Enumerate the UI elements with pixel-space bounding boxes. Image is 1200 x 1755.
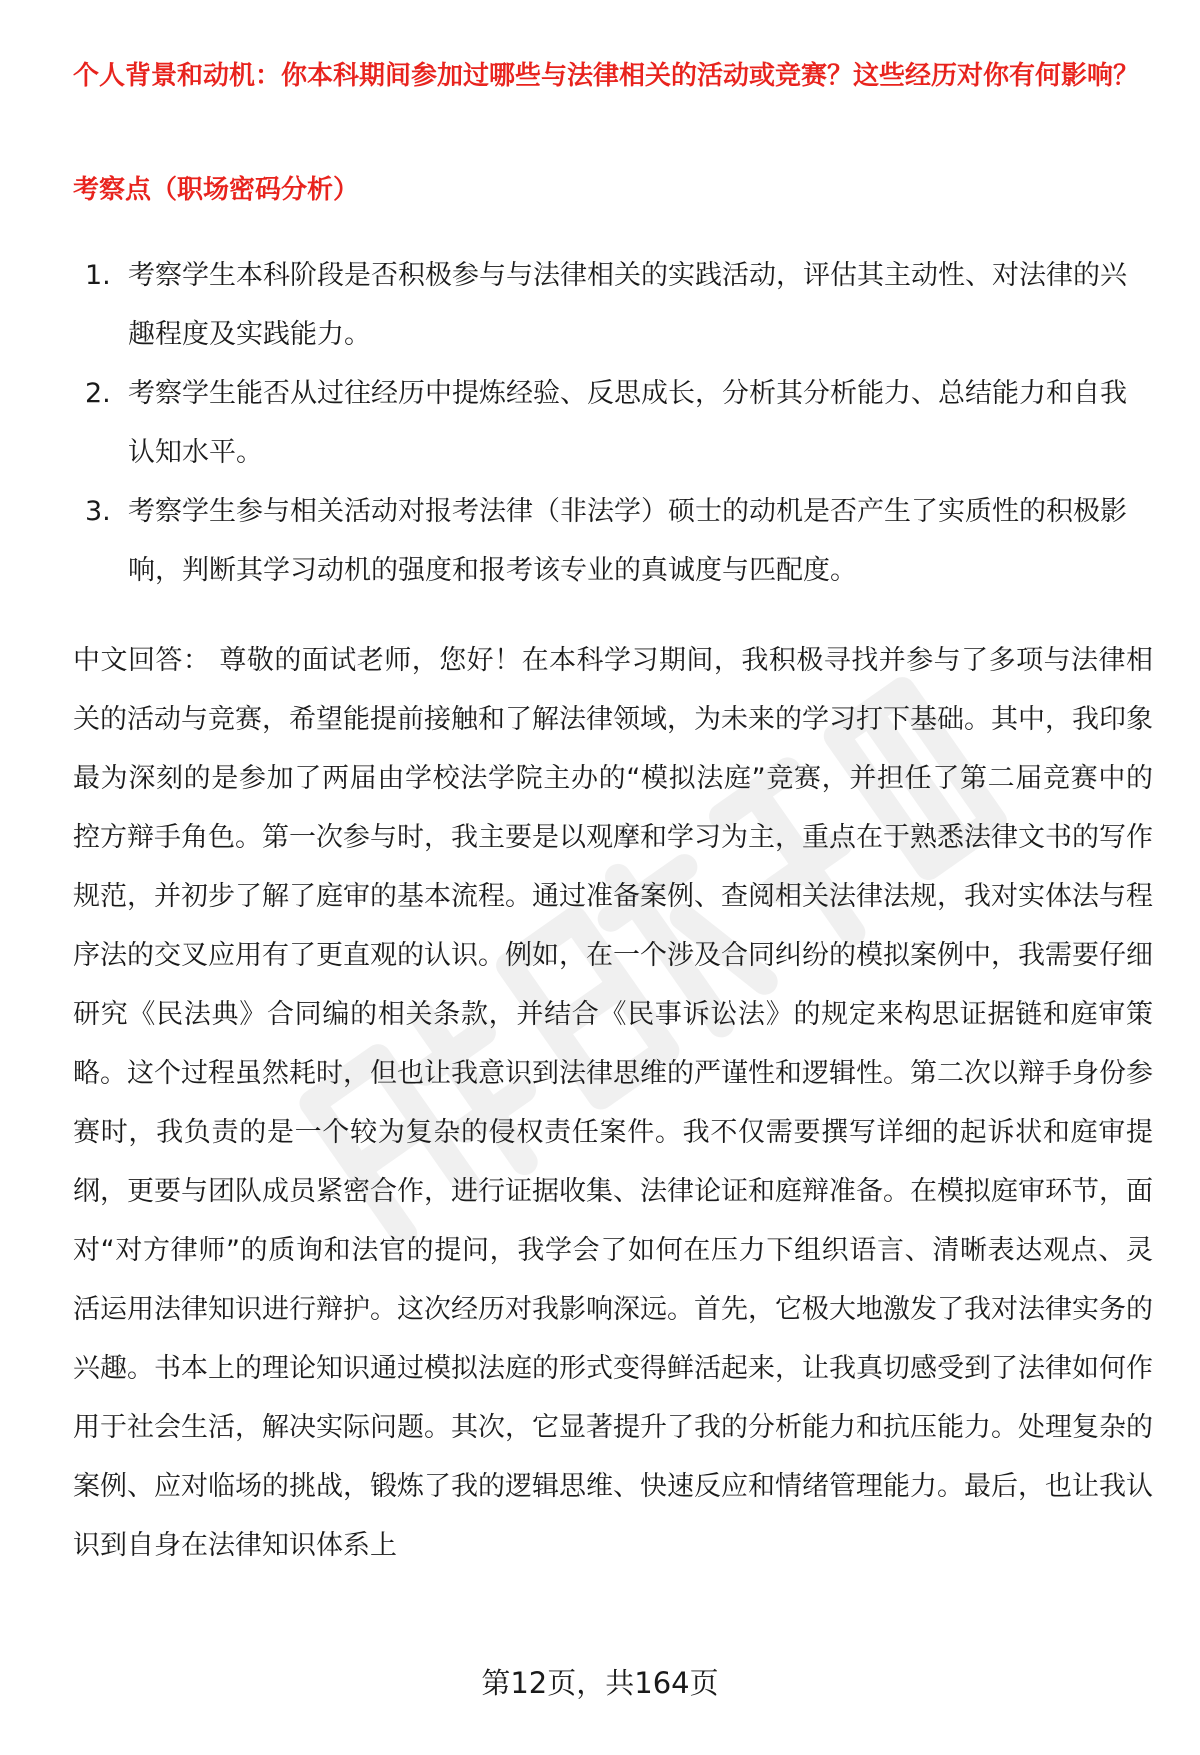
list-number: 2. [85,378,111,409]
list-item [73,246,1143,364]
list-text: 考察学生能否从过往经历中提炼经验、反思成长，分析其分析能力、总结能力和自我认知水平。 [128,378,1127,468]
list-text: 考察学生参与相关活动对报考法律（非法学）硕士的动机是否产生了实质性的积极影响，判断其学习动机的强度和报考该专业的真诚度与匹配度。 [128,496,1127,586]
list-item [73,482,1143,600]
list-number: 3. [85,496,111,527]
evaluation-points-list [73,246,1143,600]
list-item [73,364,1143,482]
page-number: 第12页，共164页 [481,1666,719,1700]
section-title: 考察点（职场密码分析） [73,175,360,205]
question-heading: 个人背景和动机：你本科期间参加过哪些与法律相关的活动或竞赛？这些经历对你有何影响？ [73,61,1140,91]
list-text: 考察学生本科阶段是否积极参与与法律相关的实践活动，评估其主动性、对法律的兴趣程度及实践能力。 [128,260,1127,350]
answer-paragraph: 中文回答： 尊敬的面试老师，您好！在本科学习期间，我积极寻找并参与了多项与法律相关的活动与竞赛，希望能提前接触和了解法律领域，为未来的学习打下基础。其中，我印象最为深刻的是参加了两届由学校法学院主办的“模拟法庭”竞赛，并担任了第二届竞赛中的控方辩手角色。第一次参与时，我主要是以观摩和学习为主，重点在于熟悉法律文书的写作规范，并初步了解了庭审的基本流程。通过准备案例、查阅相关法律法规，我对实体法与程序法的交叉应用有了更直观的认识。例如，在一个涉及合同纠纷的模拟案例中，我需要仔细研究《民法典》合同编的相关条款，并结合《民事诉讼法》的规定来构思证据链和庭审策略。这个过程虽然耗时，但也让我意识到法律思维的严谨性和逻辑性。第二次以辩手身份参赛时，我负责的是一个较为复杂的侵权责任案件。我不仅需要撰写详细的起诉状和庭审提纲，更要与团队成员紧密合作，进行证据收集、法律论证和庭辩准备。在模拟庭审环节，面对“对方律师”的质询和法官的提问，我学会了如何在压力下组织语言、清晰表达观点、灵活运用法律知识进行辩护。这次经历对我影响深远。首先，它极大地激发了我对法律实务的兴趣。书本上的理论知识通过模拟法庭的形式变得鲜活起来，让我真切感受到了法律如何作用于社会生活，解决实际问题。其次，它显著提升了我的分析能力和抗压能力。处理复杂的案例、应对临场的挑战，锻炼了我的逻辑思维、快速反应和情绪管理能力。最后，也让我认识到自身在法律知识体系上 [73,645,1153,1561]
list-number: 1. [85,260,111,291]
